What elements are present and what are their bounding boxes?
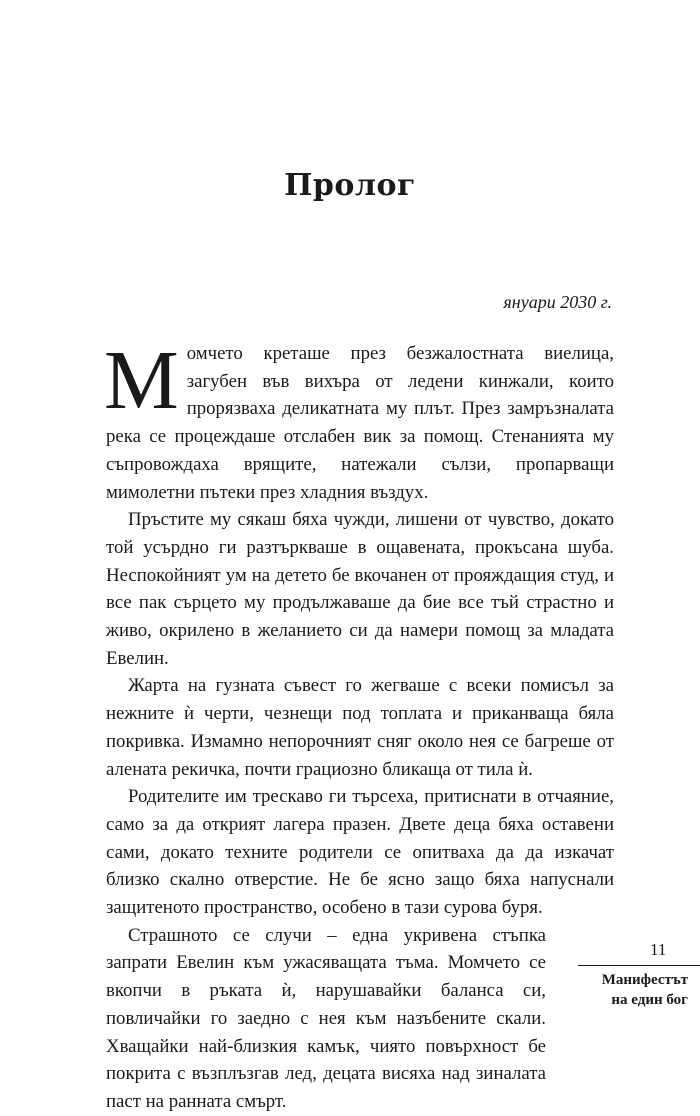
paragraph-1 [104, 334, 614, 506]
paragraph-1-text: омчето креташе през безжалостната виелица, загубен във вихъра от ледени кинжали, които прорязваха деликатната му плът. През замръзналата река се процеждаше отслабен вик за помощ. Стенанията му съпровождаха врящите, натежали сълзи, пропарващи мимолетни пътеки през хладния въздух. [106, 343, 614, 503]
footer-divider [578, 965, 700, 966]
page-number: 11 [650, 940, 667, 959]
chapter-date: януари 2030 г. [503, 292, 612, 312]
running-book-title [578, 970, 688, 1010]
paragraph-2: Пръстите му сякаш бяха чужди, лишени от чувство, докато той усърдно ги разтъркваше в ощавената, прокъсана шуба. Неспокойният ум на детето бе вкочанен от прояждащия студ, и все пак сърцето му продължаваше да бие все тъй страстно и живо, окрилено в желанието си да намери помощ за младата Евелин. [106, 509, 614, 669]
body-text [104, 334, 614, 1116]
paragraph-5-wrap [106, 922, 546, 1116]
paragraph-5: Страшното се случи – една укривена стъпка запрати Евелин към ужасяващата тъма. Момчето се вкопчи в ръката ѝ, нарушавайки баланса си, повличайки го заедно с нея към назъбените скали. Хващайки най-близкия камък, чиято повърхност бе покрита с възплъзгав лед, децата висяха над зиналата паст на ранната смърт. [106, 924, 546, 1112]
paragraph-3: Жарта на гузната съвест го жегваше с всеки помисъл за нежните ѝ черти, чезнещи под топлата и приканваща бяла покривка. Измамно непорочният сняг около нея се багреше от алената рекичка, почти грациозно бликаща от тила ѝ. [106, 675, 614, 780]
book-title-line-1: Манифестът [601, 972, 688, 988]
book-title-line-2: на един бог [611, 992, 688, 1008]
drop-cap: М [104, 334, 179, 427]
paragraph-4: Родителите им трескаво ги търсеха, притиснати в отчаяние, само за да открият лагера празен. Двете деца бяха оставени сами, докато техните родители се опитваха да да изкачат близко скално отверстие. Не бе ясно защо бяха напуснали защитеното пространство, особено в тази сурова буря. [106, 786, 614, 919]
chapter-title: Пролог [284, 168, 416, 203]
